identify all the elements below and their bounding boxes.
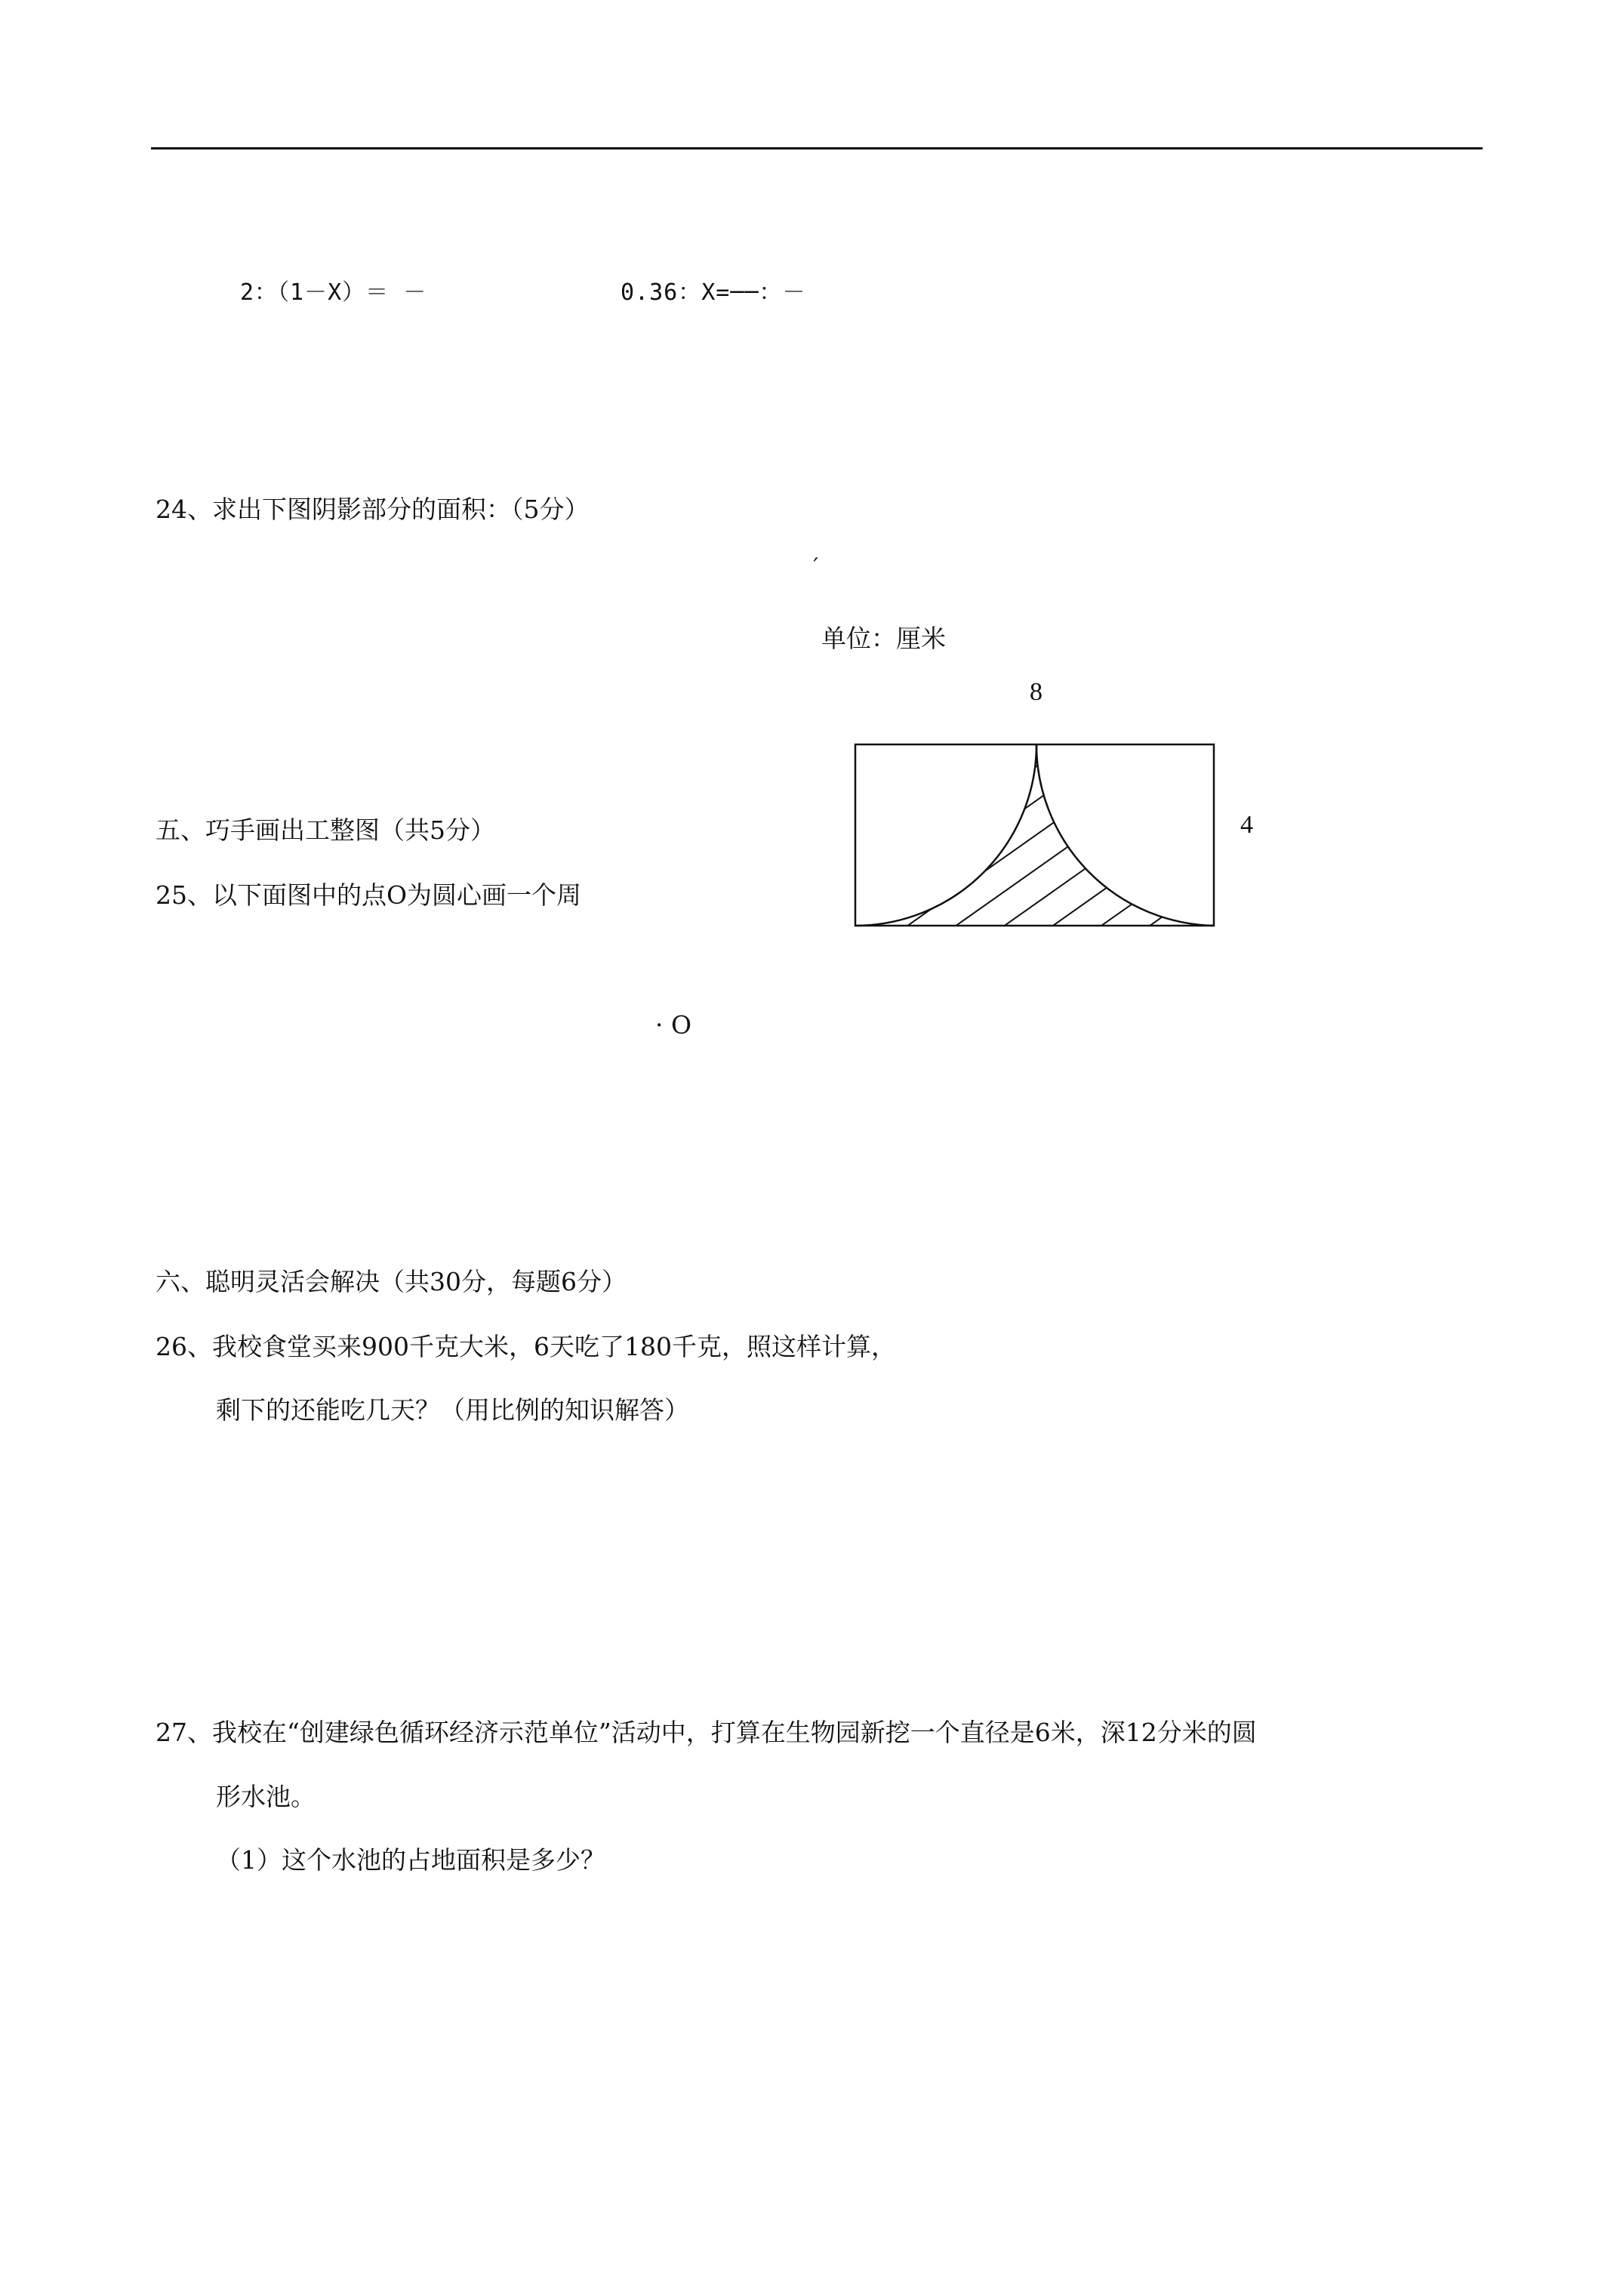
shaded-area-figure	[853, 740, 1215, 936]
figure-label-width: 8	[1030, 678, 1042, 706]
question-26-line-2: 剩下的还能吃几天？（用比例的知识解答）	[216, 1395, 689, 1425]
stray-mark: ˊ	[809, 555, 820, 580]
left-arc	[855, 744, 1036, 926]
figure-unit-label: 单位：厘米	[821, 624, 946, 653]
point-o-label: · O	[655, 1010, 692, 1040]
question-25: 25、以下面图中的点O为圆心画一个周	[156, 880, 582, 910]
question-27-line-2: 形水池。	[216, 1782, 316, 1811]
section-5-title: 五、巧手画出工整图（共5分）	[156, 815, 495, 845]
right-arc	[1036, 744, 1214, 926]
question-27-line-1: 27、我校在“创建绿色循环经济示范单位”活动中，打算在生物园新挖一个直径是6米，深12分米的圆	[156, 1718, 1257, 1747]
question-26-line-1: 26、我校食堂买来900千克大米，6天吃了180千克，照这样计算，	[156, 1332, 896, 1361]
header-rule	[151, 147, 1483, 149]
equation-1: 2：（1－X）＝ －	[240, 279, 427, 306]
equation-2: 0.36：X=──：－	[621, 279, 806, 306]
question-27-sub-1: （1）这个水池的占地面积是多少？	[216, 1845, 605, 1875]
figure-label-height: 4	[1240, 811, 1253, 839]
section-6-title: 六、聪明灵活会解决（共30分，每题6分）	[156, 1267, 627, 1296]
question-24-title: 24、求出下图阴影部分的面积：（5分）	[156, 495, 590, 524]
